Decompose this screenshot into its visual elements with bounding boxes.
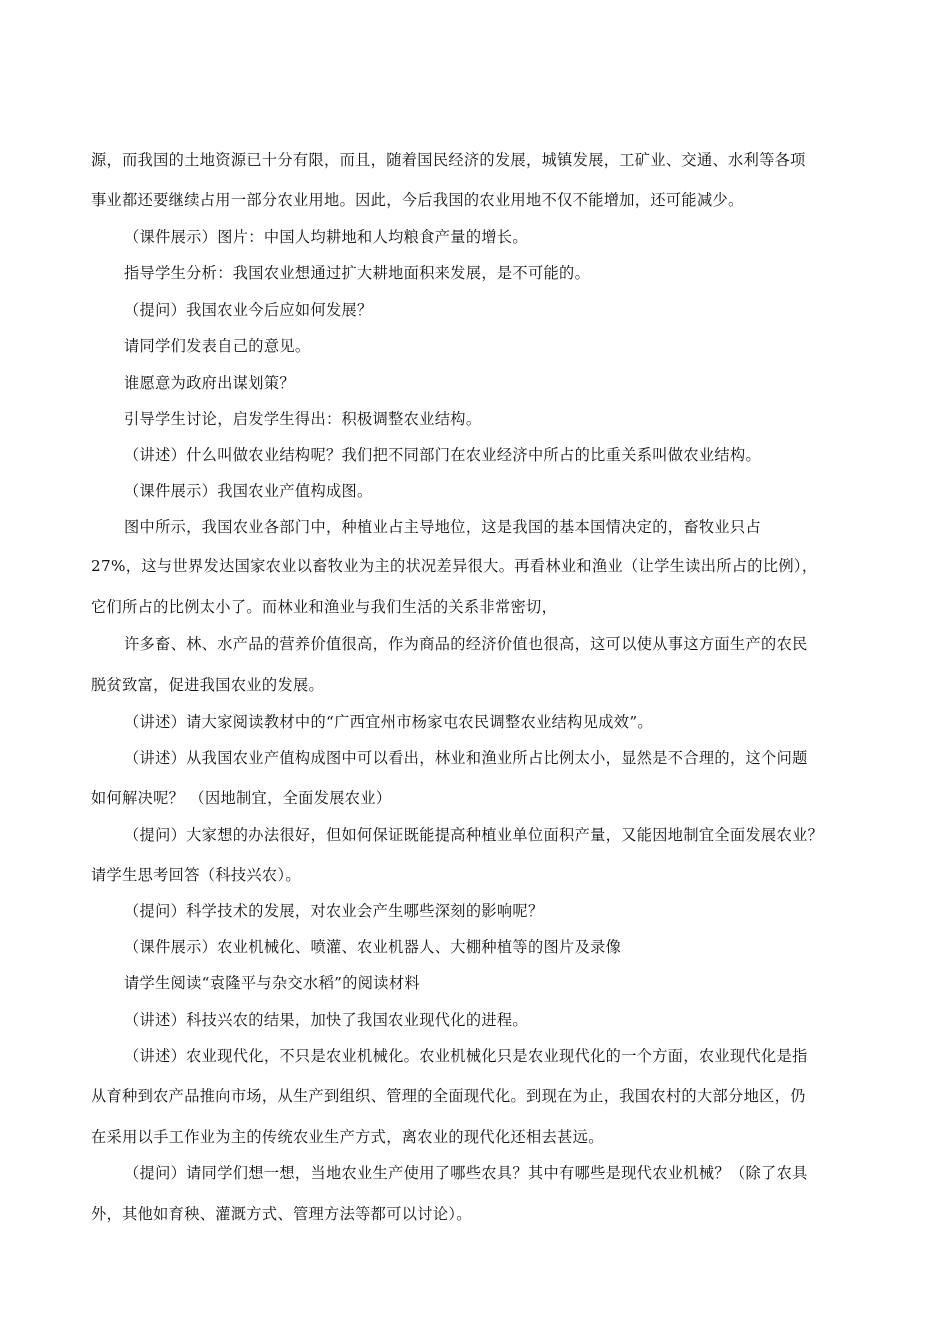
paragraph-line: （讲述）请大家阅读教材中的“广西宜州市杨家屯农民调整农业结构见成效”。: [124, 713, 653, 731]
paragraph-line: 图中所示，我国农业各部门中，种植业占主导地位，这是我国的基本国情决定的，畜牧业只占: [124, 518, 762, 536]
paragraph-line: （讲述）什么叫做农业结构呢？我们把不同部门在农业经济中所占的比重关系叫做农业结构。: [124, 446, 762, 464]
paragraph-line: 从育种到农产品推向市场，从生产到组织、管理的全面现代化。到现在为止，我国农村的大部分地区，仍: [91, 1087, 806, 1105]
paragraph-line: （讲述）科技兴农的结果，加快了我国农业现代化的进程。: [124, 1011, 528, 1029]
paragraph-line: （讲述）农业现代化，不只是农业机械化。农业机械化只是农业现代化的一个方面，农业现代化是指: [124, 1047, 808, 1065]
paragraph-line: 请学生阅读“袁隆平与杂交水稻”的阅读材料: [124, 974, 420, 992]
paragraph-line: 外，其他如育秧、灌溉方式、管理方法等都可以讨论）。: [91, 1205, 472, 1223]
paragraph-line: （课件展示）图片：中国人均耕地和人均粮食产量的增长。: [124, 228, 528, 246]
paragraph-line: 如何解决呢？ （因地制宜，全面发展农业）: [91, 789, 392, 807]
paragraph-line: 许多畜、林、水产品的营养价值很高，作为商品的经济价值也很高，这可以使从事这方面生产的农民: [124, 635, 808, 653]
paragraph-line: （课件展示）农业机械化、喷灌、农业机器人、大棚种植等的图片及录像: [124, 938, 622, 956]
paragraph-line: 27%，这与世界发达国家农业以畜牧业为主的状况差异很大。再看林业和渔业（让学生读出所占的比例），: [91, 557, 818, 575]
paragraph-line: （提问）请同学们想一想，当地农业生产使用了哪些农具？其中有哪些是现代农业机械？（除了农具: [124, 1164, 808, 1182]
paragraph-line: 谁愿意为政府出谋划策？: [124, 374, 295, 392]
paragraph-line: 源，而我国的土地资源已十分有限，而且，随着国民经济的发展，城镇发展，工矿业、交通、水利等各项: [91, 151, 806, 169]
paragraph-line: 脱贫致富，促进我国农业的发展。: [91, 676, 325, 694]
paragraph-line: （提问）科学技术的发展，对农业会产生哪些深刻的影响呢？: [124, 902, 544, 920]
paragraph-line: 指导学生分析：我国农业想通过扩大耕地面积来发展，是不可能的。: [124, 264, 591, 282]
paragraph-line: 请同学们发表自己的意见。: [124, 337, 311, 355]
paragraph-line: （课件展示）我国农业产值构成图。: [124, 482, 373, 500]
paragraph-line: 事业都还要继续占用一部分农业用地。因此，今后我国的农业用地不仅不能增加，还可能减少。: [91, 191, 744, 209]
paragraph-line: （提问）我国农业今后应如何发展？: [124, 301, 373, 319]
paragraph-line: 请学生思考回答（科技兴农）。: [91, 866, 301, 884]
paragraph-line: （讲述）从我国农业产值构成图中可以看出，林业和渔业所占比例太小，显然是不合理的，这个问题: [124, 749, 808, 767]
paragraph-line: 在采用以手工作业为主的传统农业生产方式，离农业的现代化还相去甚远。: [91, 1128, 604, 1146]
paragraph-line: 引导学生讨论，启发学生得出：积极调整农业结构。: [124, 410, 482, 428]
paragraph-line: （提问）大家想的办法很好，但如何保证既能提高种植业单位面积产量，又能因地制宜全面发展农业？: [124, 826, 824, 844]
paragraph-line: 它们所占的比例太小了。而林业和渔业与我们生活的关系非常密切，: [91, 598, 558, 616]
